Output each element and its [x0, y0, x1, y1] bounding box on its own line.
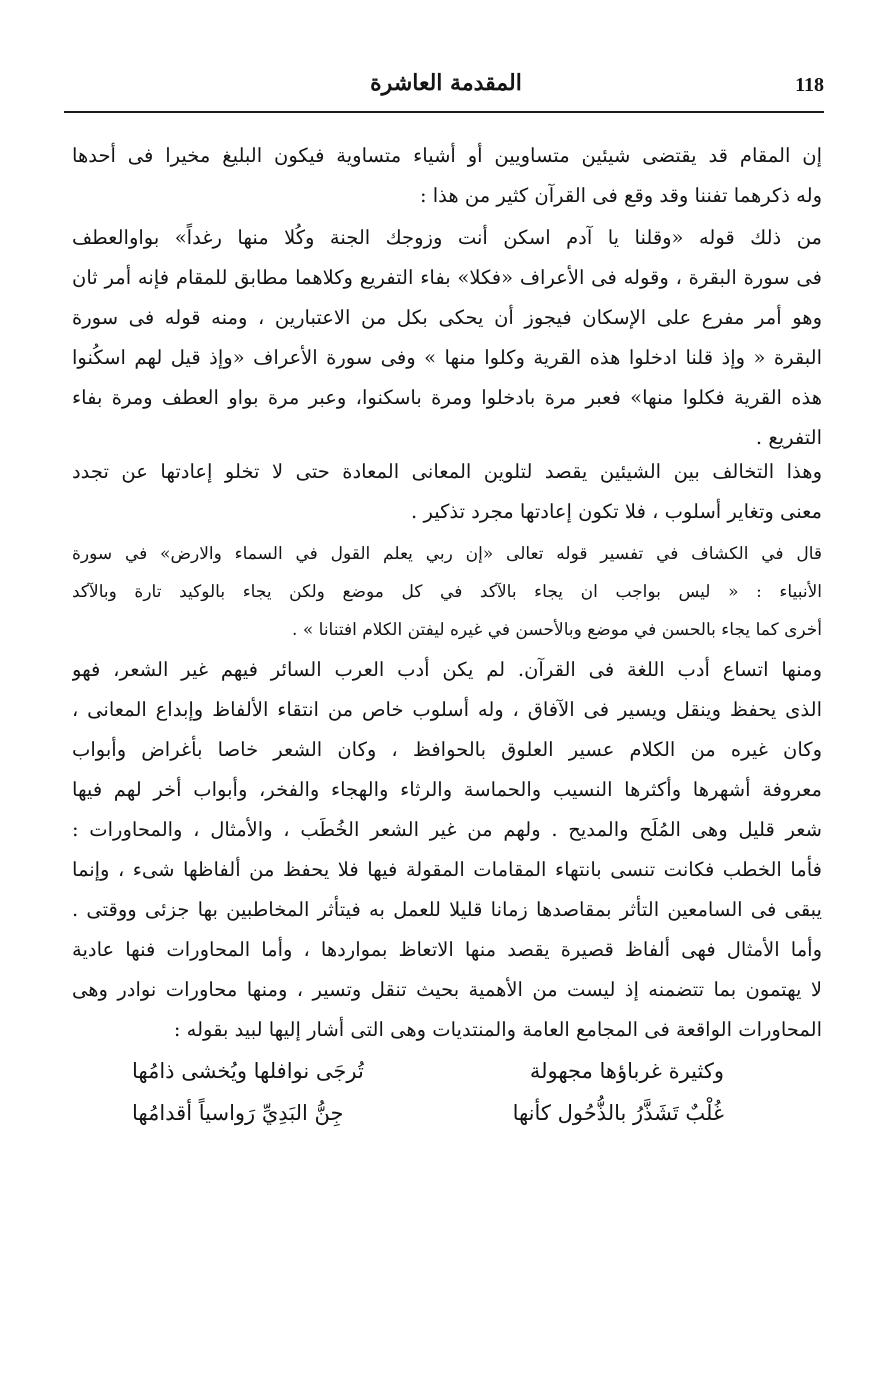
- text-line: التفريع .: [755, 426, 822, 449]
- text-line: وله ذكرهما تفننا وقد وقع فى القرآن كثير من هذا :: [419, 184, 822, 207]
- page-header: [68, 66, 824, 112]
- verse-2: [72, 1096, 822, 1130]
- text-line: وهذا التخالف بين الشيئين يقصد لتلوين المعانى المعادة حتى لا تخلو إعادتها عن تجدد: [72, 460, 822, 483]
- paragraph-1: [72, 140, 822, 212]
- page-body: [72, 140, 822, 1138]
- text-line: فى سورة البقرة ، وقوله فى الأعراف «فكلا» بفاء التفريع وكلاهما مطابق للمقام فإنه أمر ثان: [72, 266, 822, 289]
- verse-1: [72, 1054, 822, 1088]
- text-line: المحاورات الواقعة فى المجامع العامة والمنتديات وهى التى أشار إليها لبيد بقوله :: [173, 1018, 822, 1041]
- running-title: المقدمة العاشرة: [370, 70, 522, 96]
- text-line: الذى يحفظ وينقل ويسير فى الآفاق ، وله أسلوب خاص من انتقاء الألفاظ وإبداع المعانى ،: [72, 698, 822, 721]
- text-line: معروفة أشهرها وأكثرها النسيب والحماسة والرثاء والهجاء والفخر، وأبواب أخر لهم فيها: [72, 778, 822, 801]
- paragraph-4: [72, 654, 822, 1046]
- text-line: لا يهتمون بما تتضمنه إذ ليست من الأهمية بحيث تنقل وتسير ، ومنها محاورات نوادر وهى: [72, 978, 822, 1001]
- verse-second-hemistich: تُرجَى نوافلها ويُخشى ذامُها: [132, 1059, 364, 1083]
- text-line: معنى وتغاير أسلوب ، فلا تكون إعادتها مجرد تذكير .: [411, 500, 822, 523]
- paragraph-3: [72, 456, 822, 528]
- text-line: من ذلك قوله «وقلنا يا آدم اسكن أنت وزوجك الجنة وكُلا منها رغداً» بواوالعطف: [72, 226, 822, 249]
- quote-line: قال في الكشاف في تفسير قوله تعالى «إن ربي يعلم القول في السماء والارض» في سورة: [72, 544, 822, 564]
- quote-line: أخرى كما يجاء بالحسن في موضع وبالأحسن في غيره ليفتن الكلام افتنانا » .: [292, 620, 822, 640]
- text-line: ومنها اتساع أدب اللغة فى القرآن. لم يكن أدب العرب السائر فيهم غير الشعر، فهو: [72, 658, 822, 681]
- text-line: وهو أمر مفرع على الإسكان فيجوز أن يحكى بكل من الاعتبارين ، ومنه قوله فى سورة: [72, 306, 822, 329]
- text-line: هذه القرية فكلوا منها» فعبر مرة بادخلوا ومرة باسكنوا، وعبر مرة بواو العطف ومرة بفاء: [72, 386, 822, 409]
- paragraph-2: [72, 222, 822, 454]
- verse-second-hemistich: جِنُّ البَدِيِّ رَواسياً أقدامُها: [132, 1101, 344, 1125]
- quote-line: الأنبياء : « ليس بواجب ان يجاء بالآكد في كل موضع ولكن يجاء بالوكيد تارة وبالآكد: [72, 582, 822, 602]
- poem-verses: [72, 1054, 822, 1130]
- verse-first-hemistich: وكثيرة غرباؤها مجهولة: [529, 1059, 724, 1083]
- page-number: 118: [795, 74, 824, 96]
- text-line: إن المقام قد يقتضى شيئين متساويين أو أشياء متساوية فيكون البليغ مخيرا فى أحدها: [72, 144, 822, 167]
- text-line: البقرة « وإذ قلنا ادخلوا هذه القرية وكلوا منها » وفى سورة الأعراف «وإذ قيل لهم اسكُنوا: [72, 346, 822, 369]
- text-line: شعر قليل وهى المُلَح والمديح . ولهم من غير الشعر الخُطَب ، والأمثال ، والمحاورات :: [72, 818, 822, 841]
- text-line: وكان غيره من الكلام عسير العلوق بالحوافظ ، وكان الشعر خاصا بأغراض وأبواب: [72, 738, 822, 761]
- kashshaf-quote: [72, 538, 822, 646]
- text-line: وأما الأمثال فهى ألفاظ قصيرة يقصد منها الاتعاظ بمواردها ، وأما المحاورات فنها عادية: [72, 938, 822, 961]
- text-line: فأما الخطب فكانت تنسى بانتهاء المقامات المقولة فيها فلا يحفظ من ألفاظها شىء ، وإنما: [72, 858, 822, 881]
- text-line: يبقى فى السامعين التأثر بمقاصدها زمانا قليلا للعمل به فيتأثر المخاطبين بها جزئى ووقتى .: [72, 898, 822, 921]
- verse-first-hemistich: غُلْبٌ تَشَذَّرُ بالذُّحُول كأنها: [512, 1101, 724, 1125]
- header-rule: [64, 111, 824, 113]
